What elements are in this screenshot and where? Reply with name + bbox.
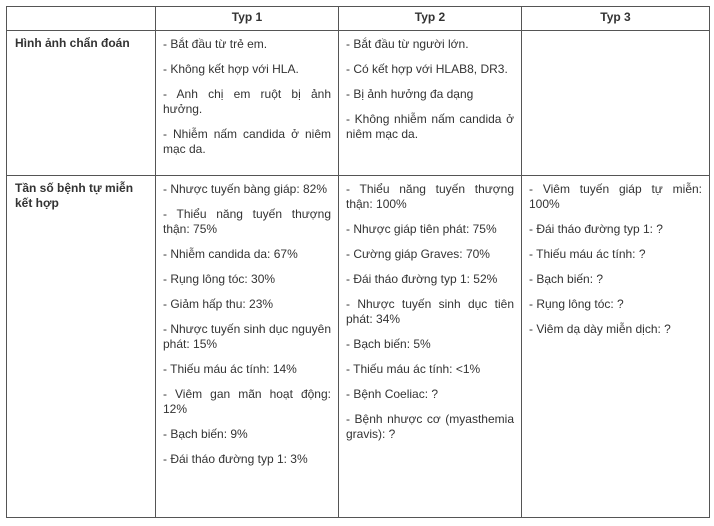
list-item: - Rụng lông tóc: 30%: [163, 272, 276, 286]
list-item: - Thiếu máu ác tính: ?: [529, 247, 646, 261]
list-item: - Viêm gan mãn hoạt động: 12%: [163, 387, 331, 416]
list-item: - Không nhiễm nấm candida ở niêm mạc da.: [346, 112, 514, 141]
comparison-table: [6, 6, 710, 518]
row-label-diagnosis: Hình ảnh chẩn đoán: [7, 31, 156, 176]
header-typ2: Typ 2: [339, 7, 522, 31]
list-item: - Bệnh nhược cơ (myasthemia gravis): ?: [346, 412, 514, 441]
list-item: - Nhiễm nấm candida ở niêm mạc da.: [163, 127, 331, 156]
header-typ1: Typ 1: [156, 7, 339, 31]
list-item: - Thiểu năng tuyến thượng thận: 75%: [163, 207, 331, 236]
list-item: - Cường giáp Graves: 70%: [346, 247, 490, 261]
list-item: - Bắt đầu từ người lớn.: [346, 37, 469, 51]
header-typ3: Typ 3: [522, 7, 710, 31]
header-corner: [7, 7, 156, 31]
list-item: - Đái tháo đường typ 1: 52%: [346, 272, 498, 286]
list-item: - Thiếu máu ác tính: 14%: [163, 362, 297, 376]
list-item: - Đái tháo đường typ 1: ?: [529, 222, 663, 236]
list-item: - Nhược giáp tiên phát: 75%: [346, 222, 497, 236]
cell-diagnosis-typ1: [156, 31, 339, 176]
row-label-frequency: Tần số bệnh tự miễn kết hợp: [7, 176, 156, 518]
list-item: - Có kết hợp với HLAB8, DR3.: [346, 62, 508, 76]
header-row: [7, 7, 710, 31]
list-item: - Nhược tuyến sinh dục nguyên phát: 15%: [163, 322, 331, 351]
list-item: - Đái tháo đường typ 1: 3%: [163, 452, 308, 466]
list-item: - Bắt đầu từ trẻ em.: [163, 37, 268, 51]
cell-frequency-typ3: [522, 176, 710, 518]
list-item: - Giảm hấp thu: 23%: [163, 297, 274, 311]
list-item: - Bị ảnh hưởng đa dạng: [346, 87, 474, 101]
list-item: - Nhiễm candida da: 67%: [163, 247, 298, 261]
list-item: - Không kết hợp với HLA.: [163, 62, 299, 76]
list-item: - Nhược tuyến sinh dục tiên phát: 34%: [346, 297, 514, 326]
table-row: [7, 176, 710, 518]
list-item: - Bạch biến: 5%: [346, 337, 431, 351]
list-item: - Bệnh Coeliac: ?: [346, 387, 439, 401]
cell-diagnosis-typ3: [522, 31, 710, 176]
table-row: [7, 31, 710, 176]
cell-frequency-typ1: [156, 176, 339, 518]
list-item: - Thiểu năng tuyến thượng thận: 100%: [346, 182, 514, 211]
list-item: - Bạch biến: ?: [529, 272, 604, 286]
list-item: - Rụng lông tóc: ?: [529, 297, 624, 311]
list-item: - Viêm dạ dày miễn dịch: ?: [529, 322, 671, 336]
list-item: - Thiếu máu ác tính: <1%: [346, 362, 481, 376]
list-item: - Viêm tuyến giáp tự miễn: 100%: [529, 182, 702, 211]
list-item: - Nhược tuyến bàng giáp: 82%: [163, 182, 327, 196]
list-item: - Bạch biến: 9%: [163, 427, 248, 441]
list-item: - Anh chị em ruột bị ảnh hưởng.: [163, 87, 331, 116]
cell-frequency-typ2: [339, 176, 522, 518]
cell-diagnosis-typ2: [339, 31, 522, 176]
